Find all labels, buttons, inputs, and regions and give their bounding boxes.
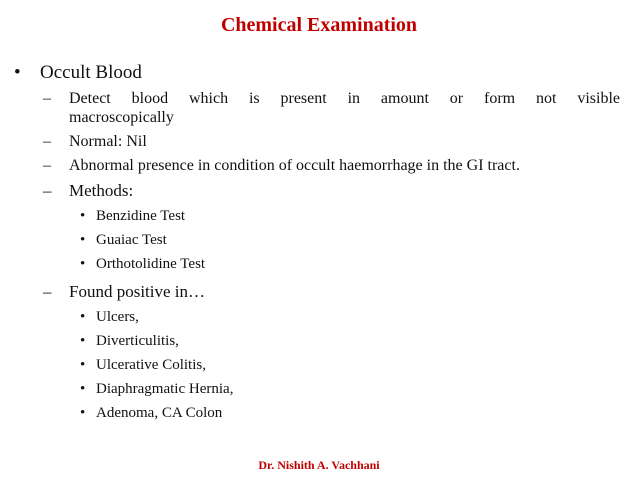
- found-item: Diverticulitis,: [96, 333, 179, 349]
- dash-marker: –: [43, 181, 52, 200]
- dash-marker: –: [43, 282, 52, 301]
- bullet-marker: •: [80, 405, 86, 421]
- bullet-marker: •: [80, 309, 86, 325]
- dash-marker: –: [43, 157, 51, 174]
- item-detect-line2: macroscopically: [69, 109, 174, 126]
- found-item: Ulcerative Colitis,: [96, 357, 206, 373]
- item-normal: Normal: Nil: [69, 133, 147, 150]
- bullet-marker: •: [80, 381, 86, 397]
- item-detect-line1: Detect blood which is present in amount or form not visible: [69, 90, 620, 107]
- topic-occult-blood: Occult Blood: [40, 62, 142, 83]
- method-item: Orthotolidine Test: [96, 256, 206, 272]
- found-item: Ulcers,: [96, 309, 139, 325]
- method-item: Benzidine Test: [96, 208, 186, 224]
- item-found-label: Found positive in…: [69, 282, 206, 301]
- bullet-marker: •: [80, 208, 86, 224]
- item-methods-label: Methods:: [69, 181, 134, 200]
- bullet-marker: •: [80, 256, 86, 272]
- dash-marker: –: [43, 90, 51, 107]
- slide-title: Chemical Examination: [220, 14, 418, 36]
- bullet-marker: •: [80, 357, 86, 373]
- footer-author: Dr. Nishith A. Vachhani: [258, 458, 380, 472]
- item-abnormal: Abnormal presence in condition of occult haemorrhage in the GI tract.: [69, 157, 520, 174]
- found-item: Adenoma, CA Colon: [96, 405, 223, 421]
- bullet-marker: •: [80, 333, 86, 349]
- found-item: Diaphragmatic Hernia,: [96, 381, 234, 397]
- bullet-marker: •: [14, 62, 21, 83]
- bullet-marker: •: [80, 232, 86, 248]
- method-item: Guaiac Test: [96, 232, 167, 248]
- dash-marker: –: [43, 133, 51, 150]
